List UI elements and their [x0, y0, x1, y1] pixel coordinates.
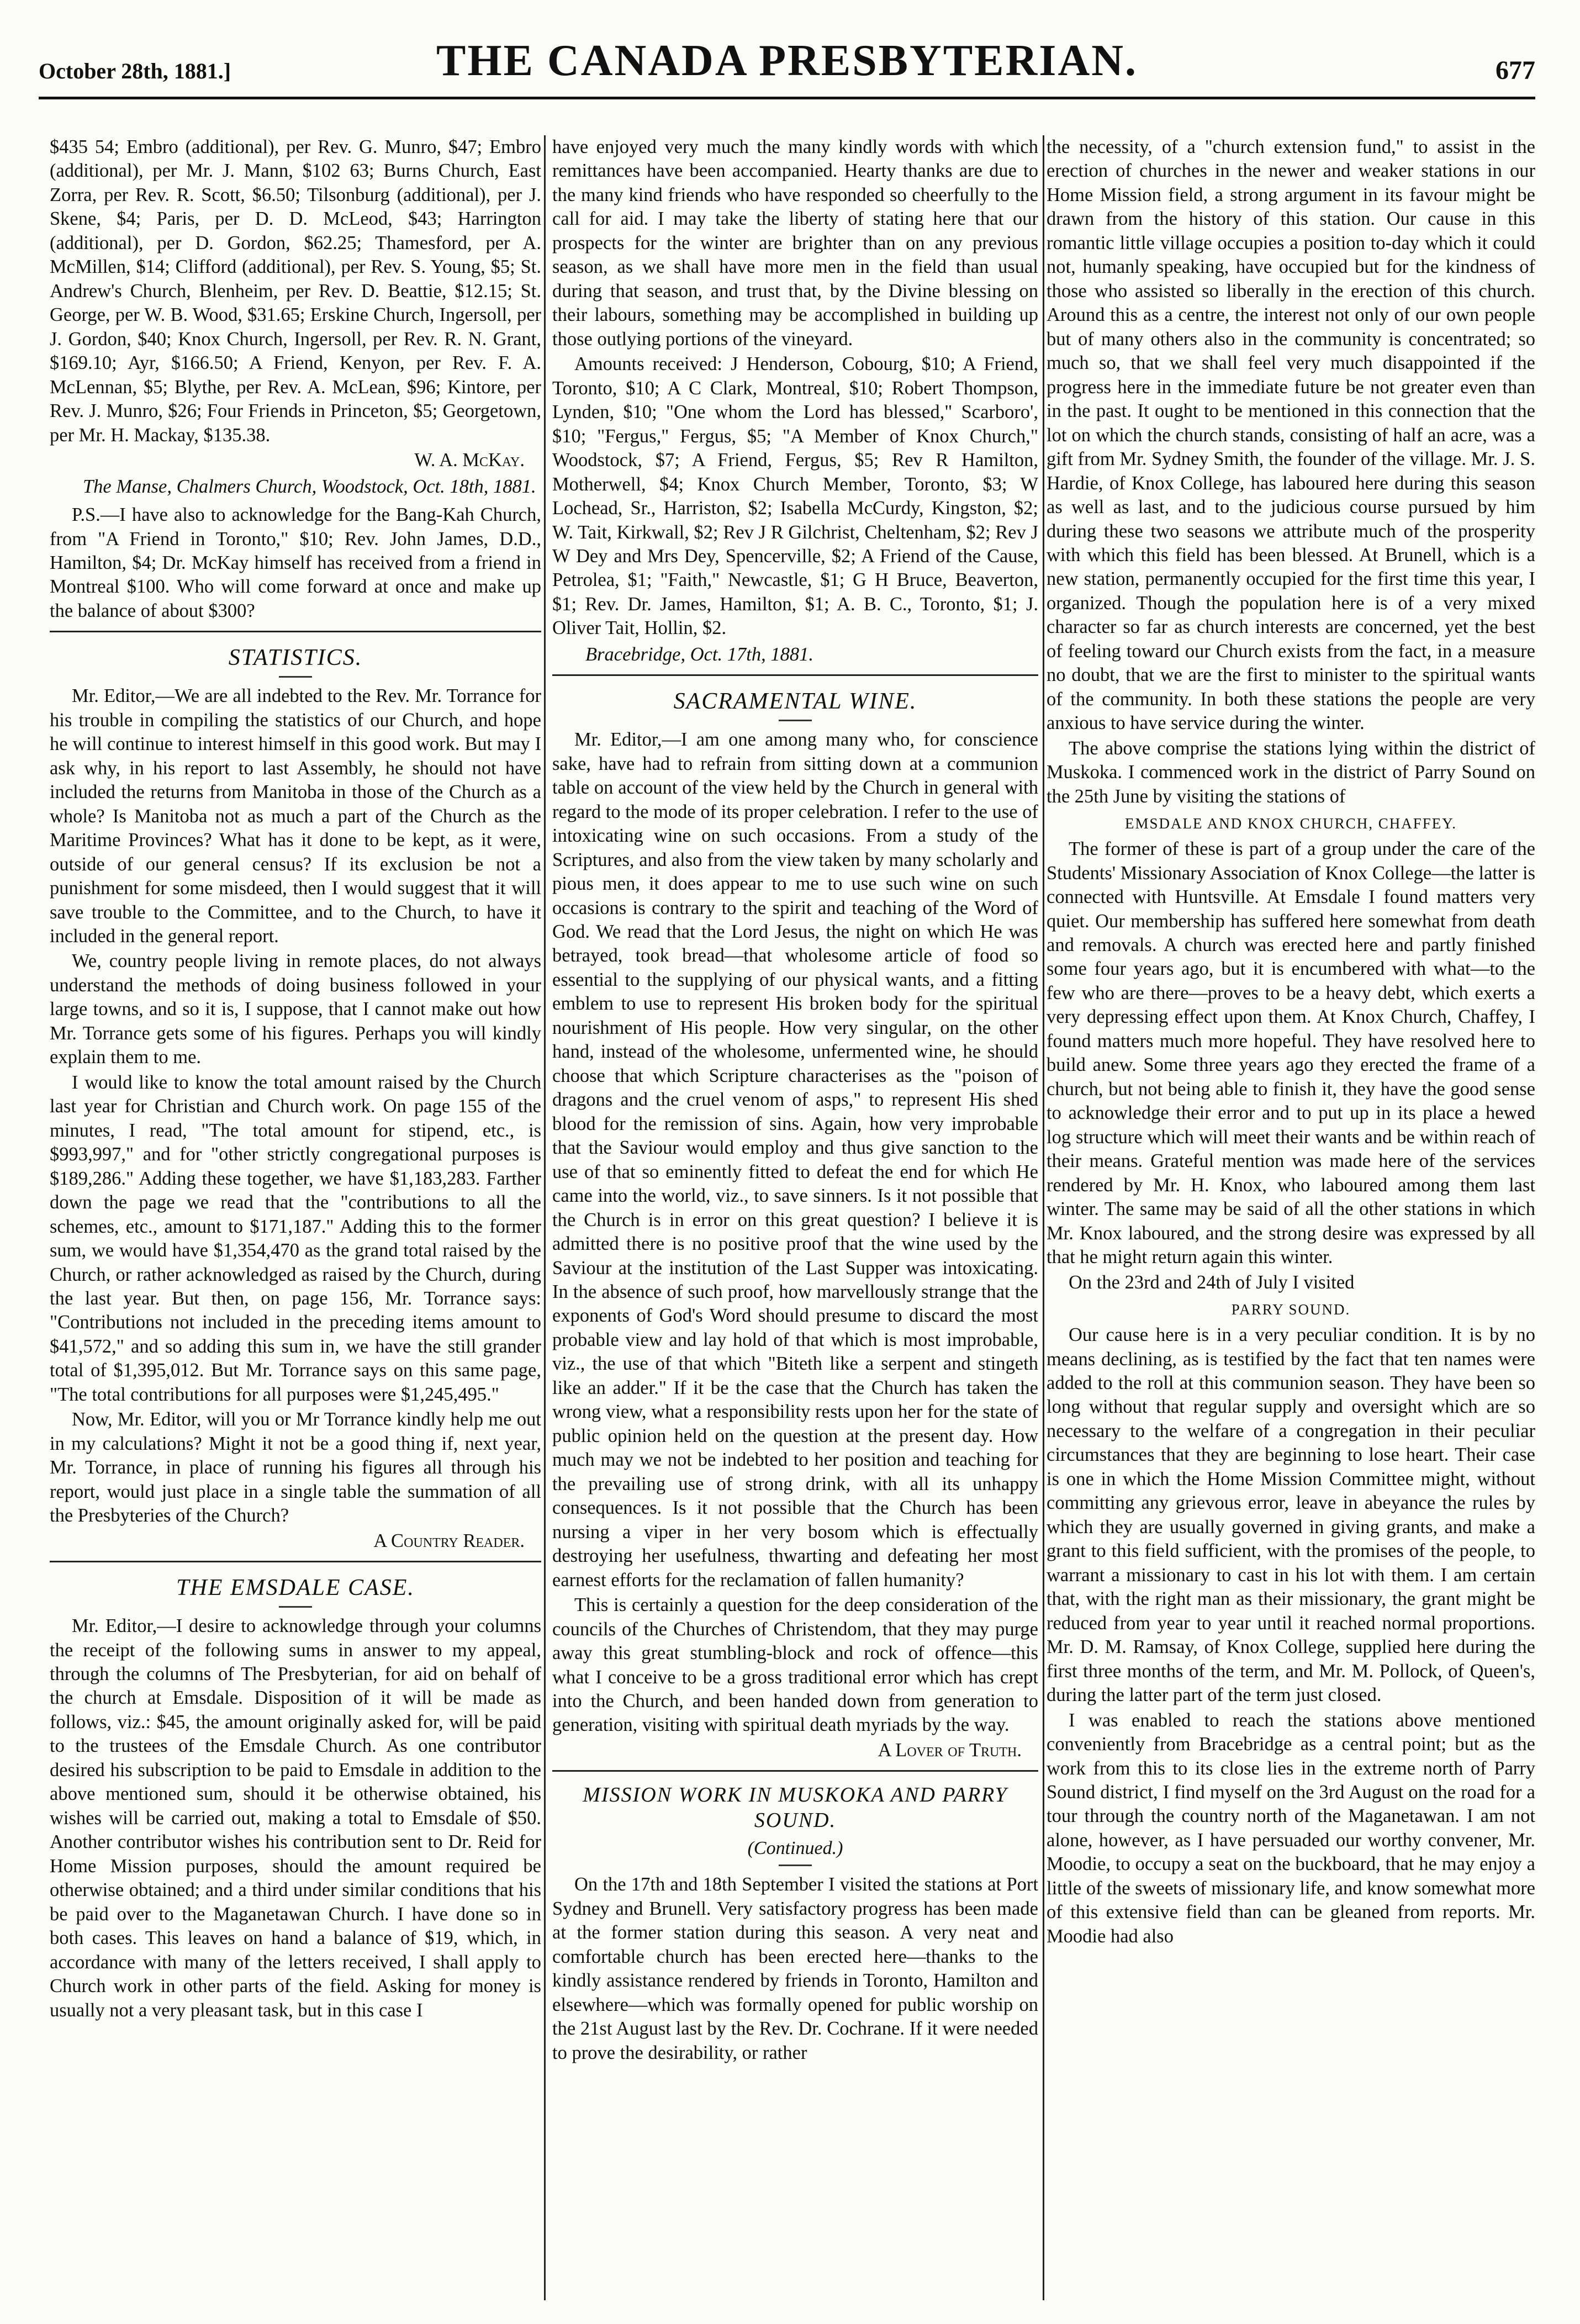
column-3 — [1047, 135, 1535, 1950]
paragraph: Mr. Editor,—I am one among many who, for conscience sake, have had to refrain from sitting down at a communion table on account of the view held by the Church in general with regard to the mode of its proper celebration. I refer to the use of intoxicating wine on such occasions. From a study of the Scriptures, and also from the view taken by many scholarly and pious men, it does appear to me to use such wine on such occasions is contrary to the spirit and teaching of the Word of God. We read that the Lord Jesus, the night on which He was betrayed, took bread—that wholesome article of food so essential to the supplying of our physical wants, and a fitting emblem to use to represent His broken body for the spiritual nourishment of His people. How very singular, on the other hand, instead of the wholesome, unfermented wine, he should choose that which Scripture characterises as the "poison of dragons and the cruel venom of asps," to represent His shed blood for the remission of sins. Again, how very improbable that the Saviour would employ and thus give sanction to the use of that so eminently fitted to defeat the end for which He came into the world, viz., to save sinners. Is it not possible that the Church is in error on this great question? I believe it is admitted there is no positive proof that the wine used by the Saviour at the institution of the Last Supper was intoxicating. In the absence of such proof, how marvellously strange that the exponents of God's Word should presume to discard the most probable view and lay hold of that which is most improbable, viz., the use of that which "Biteth like a serpent and stingeth like an adder." If it be the case that the Church has taken the wrong view, what a responsibility rests upon her for the state of public opinion held on the question at the present day. How much may we not be indebted to her position and teaching for the prevailing use of strong drink, with all its unhappy consequences. Is it not possible that the Church has been nursing a viper in her very bosom which is effectually destroying her usefulness, thwarting and defeating her most earnest efforts for the reclamation of fallen humanity? — [552, 729, 1038, 1591]
paragraph: The former of these is part of a group under the care of the Students' Missionary Association of Knox College—the latter is connected with Huntsville. At Emsdale I found matters very quiet. Our membership has suffered here somewhat from death and removals. A church was erected here and partly finished some four years ago, but it is encumbered with what—to the few who are there—proves to be a heavy debt, which exerts a very depressing effect upon them. At Knox Church, Chaffey, I found matters much more hopeful. They have resolved here to build anew. Some three years ago they erected the frame of a church, but not being able to finish it, they have the good sense to acknowledge their error and to put up in its place a hewed log structure which will meet their wants and be within reach of their means. Grateful mention was made here of the services rendered by Mr. H. Knox, who laboured among them last winter. The same may be said of all the other stations in which Mr. Knox laboured, and the strong desire was expressed by all that he might return again this winter. — [1047, 838, 1535, 1268]
article-heading: STATISTICS. — [228, 645, 363, 671]
heading-rule — [779, 720, 812, 721]
paragraph: On the 17th and 18th September I visited the stations at Port Sydney and Brunell. Very satisfactory progress has been made at the former station during this season. A very neat and comfortable church has been erected here—thanks to the kindly assistance rendered by friends in Toronto, Hamilton and elsewhere—which was formally opened for public worship on the 21st August last by the Rev. Dr. Cochrane. If it were needed to prove the desirability, or rather — [552, 1874, 1038, 2063]
section-rule — [552, 674, 1038, 676]
dateline: Bracebridge, Oct. 17th, 1881. — [585, 643, 813, 665]
paragraph: We, country people living in remote places, do not always understand the methods of doing business followed in your large towns, and so it is, I suppose, that I cannot make out how Mr. Torrance gets some of his figures. Perhaps you will kindly explain them to me. — [50, 950, 541, 1068]
column-rule — [544, 135, 546, 2300]
page-number: 677 — [1496, 56, 1535, 85]
section-rule — [552, 1770, 1038, 1772]
subheading: EMSDALE AND KNOX CHURCH, CHAFFEY. — [1124, 815, 1457, 832]
subheading: PARRY SOUND. — [1231, 1301, 1351, 1318]
masthead — [39, 30, 1535, 99]
article-heading: MISSION WORK IN MUSKOKA AND PARRY SOUND. — [583, 1783, 1008, 1832]
article-heading: SACRAMENTAL WINE. — [673, 689, 917, 715]
paragraph: On the 23rd and 24th of July I visited — [1069, 1271, 1355, 1293]
paragraph: have enjoyed very much the many kindly words with which remittances have been accompanied. Hearty thanks are due to the many kind friends who have responded so cheerfully to the call for aid. I may take the liberty of stating here that our prospects for the winter are brighter than on any previous season, as we shall have more men in the field than usual during that season, and trust that, by the Divine blessing on their labours, something may be accomplished in building up those outlying portions of the vineyard. — [552, 136, 1038, 350]
column-2 — [552, 135, 1038, 2066]
heading-rule — [779, 1865, 812, 1866]
section-rule — [50, 1561, 541, 1562]
paragraph: Now, Mr. Editor, will you or Mr Torrance kindly help me out in my calculations? Might it not be a good thing if, next year, Mr. Torrance, in place of running his figures all through his report, would just place in a single table the summation of all the Presbyteries of the Church? — [50, 1409, 541, 1527]
signature: A Country Reader. — [373, 1530, 525, 1551]
column-1 — [50, 135, 541, 2024]
paragraph: This is certainly a question for the deep consideration of the councils of the Churches of Christendom, that they may purge away this great stumbling-block and rock of offence—this what I conceive to be a gross traditional error which has crept into the Church, and been handed down from generation to generation, visiting with spiritual death myriads by the way. — [552, 1594, 1038, 1736]
heading-rule — [279, 1606, 312, 1608]
signature: W. A. McKay. — [414, 450, 525, 471]
paragraph: the necessity, of a "church extension fund," to assist in the erection of churches in the newer and weaker stations in our Home Mission field, a strong argument in its favour might be drawn from the history of this station. Our cause in this romantic little village occupies a position to-day which it could not, humanly speaking, have occupied but for the kindness of those who assisted so liberally in the erection of this church. Around this as a centre, the interest not only of our own people but of many others also in the community is concentrated; so much so, that we shall feel very much disappointed if the progress here in the immediate future be not greater even than in the past. It ought to be mentioned in this connection that the lot on which the church stands, consisting of half an acre, was a gift from Mr. Sydney Smith, the founder of the village. Mr. J. S. Hardie, of Knox College, has laboured here during this season as well as last, and to the judicious course pursued by him during these two seasons we attribute much of the prosperity with which this field has been blessed. At Brunell, which is a new station, permanently occupied for the first time this year, I organized. Though the population here is of a very mixed character so far as church interests are concerned, yet the best of feeling toward our Church exists from the fact, in a measure no doubt, that we are the first to minister to the spiritual wants of the community. In both these stations the people are very anxious to have service during the winter. — [1047, 136, 1535, 734]
paragraph: Mr. Editor,—We are all indebted to the Rev. Mr. Torrance for his trouble in compiling the statistics of our Church, and hope he will continue to interest himself in this good work. But may I ask why, in his report to last Assembly, he should not have included the returns from Manitoba in those of the Church as a whole? Is Manitoba not as much a part of the Church as the Maritime Provinces? What has it done to be kept, as it were, outside of our general census? If its exclusion be not a punishment for some misdeed, then I would suggest that it will save trouble to the Committee, and to the Church, to have it included in the general report. — [50, 685, 541, 947]
column-rule — [1043, 135, 1044, 2300]
paragraph: Mr. Editor,—I desire to acknowledge through your columns the receipt of the following sums in answer to my appeal, through the columns of The Presbyterian, for aid on behalf of the church at Emsdale. Disposition of it will be made as follows, viz.: $45, the amount originally asked for, will be paid to the trustees of the Emsdale Church. As one contributor desired his subscription to be paid to Emsdale in addition to the above mentioned sum, should it be otherwise obtained, his wishes will be carried out, making a total to Emsdale of $50. Another contributor wishes his contribution sent to Dr. Reid for Home Mission purposes, should the amount required be otherwise obtained; and a third under similar conditions that his be paid over to the Maganetawan Church. I have done so in both cases. This leaves on hand a balance of $19, which, in accordance with many of the letters received, I shall apply to Church work in other parts of the field. Asking for money is usually not a very pleasant task, but in this case I — [50, 1615, 541, 2021]
paragraph: Our cause here is in a very peculiar condition. It is by no means declining, as is testified by the fact that ten names were added to the roll at this communion season. They have been so long without that regular supply and oversight which are so necessary to the welfare of a congregation in their peculiar circumstances that they are beginning to lose heart. Their case is one in which the Home Mission Committee might, without committing any grievous error, leave in abeyance the rules by which they are usually governed in giving grants, and make a grant to this field sufficient, with the promises of the people, to warrant a missionary to cast in his lot with them. I am certain that, with the right man as their missionary, the grant might be reduced from year to year until it reached normal proportions. Mr. D. M. Ramsay, of Knox College, supplied here during the first three months of the term, and Mr. M. Pollock, of Queen's, during the latter part of the term just closed. — [1047, 1324, 1535, 1706]
issue-date: October 28th, 1881.] — [39, 59, 231, 83]
continued-label: (Continued.) — [747, 1837, 843, 1858]
postscript: P.S.—I have also to acknowledge for the Bang-Kah Church, from "A Friend in Toronto," $10; Rev. John James, D.D., Hamilton, $4; Dr. McKay himself has received from a friend in Montreal $100. Who will come forward at once and make up the balance of about $300? — [50, 504, 541, 621]
signature: A Lover of Truth. — [878, 1739, 1022, 1761]
section-rule — [50, 631, 541, 632]
dateline: The Manse, Chalmers Church, Woodstock, Oct. 18th, 1881. — [83, 476, 536, 497]
paragraph: I was enabled to reach the stations above mentioned conveniently from Bracebridge as a central point; but as the work from this to its close lies in the extreme north of Parry Sound district, I find myself on the 3rd August on the road for a tour through the country north of the Maganetawan. I am not alone, however, as I have persuaded our worthy convener, Mr. Moodie, to occupy a seat on the buckboard, that he may enjoy a little of the sweets of missionary life, and know somewhat more of this extensive field than can be gleaned from reports. Mr. Moodie had also — [1047, 1709, 1535, 1947]
paragraph: The above comprise the stations lying within the district of Muskoka. I commenced work in the district of Parry Sound on the 25th June by visiting the stations of — [1047, 737, 1535, 807]
heading-rule — [279, 676, 312, 678]
amounts-list: Amounts received: J Henderson, Cobourg, $10; A Friend, Toronto, $10; A C Clark, Montreal, $10; Robert Thompson, Lynden, $10; "One whom the Lord has blessed," Scarboro', $10; "Fergus," Fergus, $5; "A Member of Knox Church," Woodstock, $7; A Friend, Fergus, $5; Rev R Hamilton, Motherwell, $4; Knox Church Member, Toronto, $3; W Lochead, Sr., Harriston, $2; Isabella McCurdy, Kingston, $2; W. Tait, Kirkwall, $2; Rev J R Gilchrist, Cheltenham, $2; Rev J W Dey and Mrs Dey, Spencerville, $2; A Friend of the Cause, Petrolea, $1; "Faith," Newcastle, $1; G H Bruce, Beaverton, $1; Rev. Dr. James, Hamilton, $1; A. B. C., Toronto, $1; J. Oliver Tait, Hollin, $2. — [552, 353, 1038, 639]
newspaper-title: THE CANADA PRESBYTERIAN. — [436, 36, 1138, 85]
article-heading: THE EMSDALE CASE. — [176, 1575, 415, 1601]
subscription-list: $435 54; Embro (additional), per Rev. G. Munro, $47; Embro (additional), per Mr. J. Mann, $102 63; Burns Church, East Zorra, per Rev. R. Scott, $6.50; Tilsonburg (additional), per J. Skene, $4; Paris, per D. D. McLeod, $43; Harrington (additional), per D. Gordon, $62.25; Thamesford, per A. McMillen, $14; Clifford (additional), per Rev. S. Young, $5; St. Andrew's Church, Blenheim, per Rev. D. Beattie, $12.15; St. George, per W. B. Wood, $31.65; Erskine Church, Ingersoll, per J. Gordon, $40; Knox Church, Ingersoll, per Rev. R. N. Grant, $169.10; Ayr, $166.50; A Friend, Kenyon, per Rev. F. A. McLennan, $5; Blythe, per Rev. A. McLean, $96; Kintore, per Rev. J. Munro, $26; Four Friends in Princeton, $5; Georgetown, per Mr. H. Mackay, $135.38. — [50, 136, 541, 446]
paragraph: I would like to know the total amount raised by the Church last year for Christian and Church work. On page 155 of the minutes, I read, "The total amount for stipend, etc., is $993,997," and for "other strictly congregational purposes is $189,286." Adding these together, we have $1,183,283. Farther down the page we read that the "contributions to all the schemes, etc., amount to $171,187." Adding this to the former sum, we would have $1,354,470 as the grand total raised by the Church, or rather acknowledged as raised by the Church, during the last year. But then, on page 156, Mr. Torrance says: "Contributions not included in the preceding items amount to $41,572," and so adding this sum in, we have the still grander total of $1,395,012. But Mr. Torrance says on this same page, "The total contributions for all purposes were $1,245,495." — [50, 1071, 541, 1405]
